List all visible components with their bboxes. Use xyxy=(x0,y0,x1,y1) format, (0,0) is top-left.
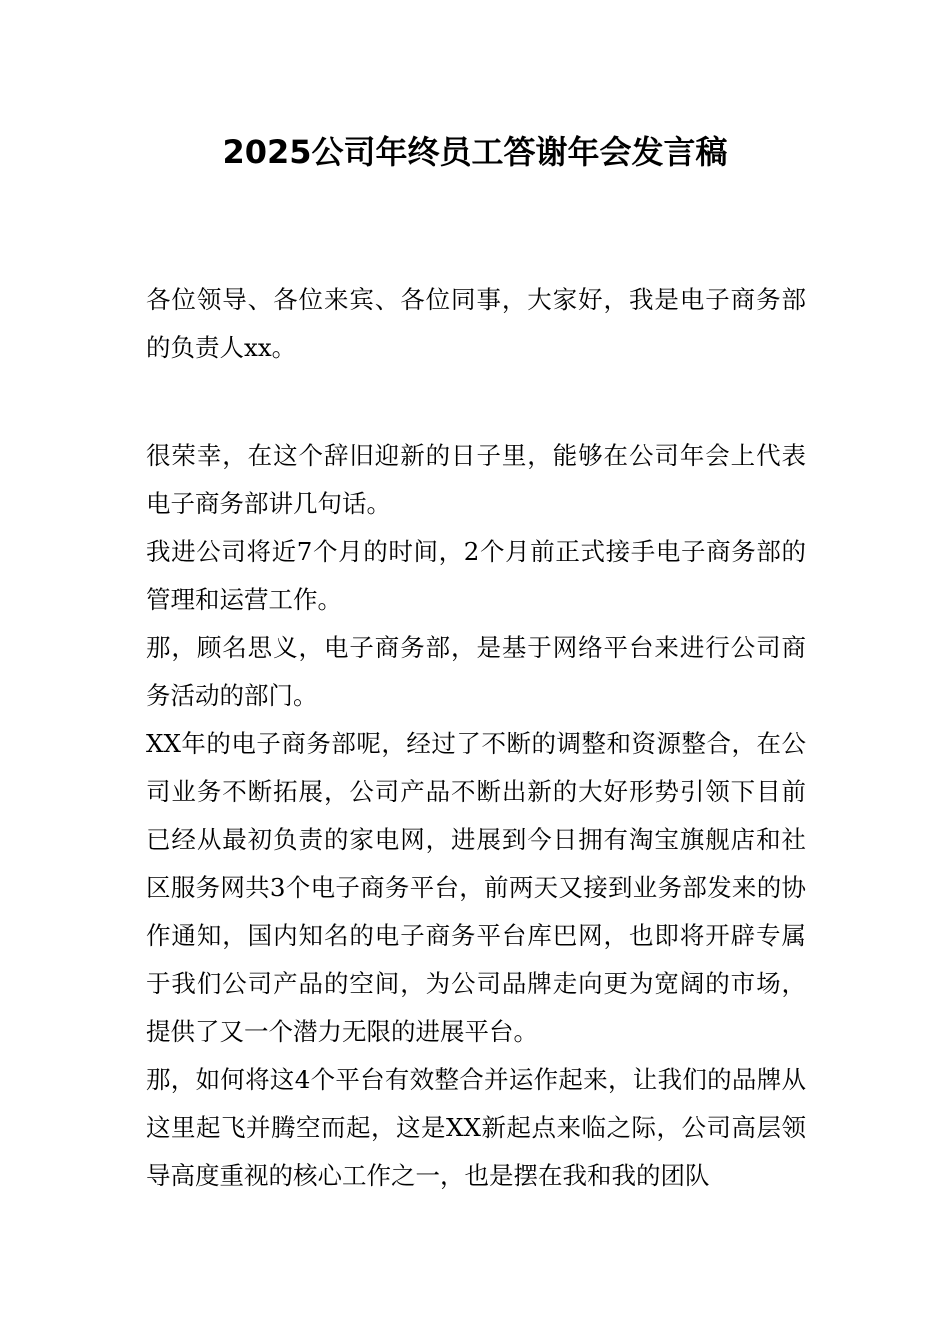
document-title: 2025公司年终员工答谢年会发言稿 xyxy=(222,133,728,171)
paragraph-progress: XX年的电子商务部呢，经过了不断的调整和资源整合，在公司业务不断拓展，公司产品不断出新的大好形势引领下目前已经从最初负责的家电网，进展到今日拥有淘宝旗舰店和社区服务网共3个电子商务平台，前两天又接到业务部发来的协作通知，国内知名的电子商务平台库巴网，也即将开辟专属于我们公司产品的空间，为公司品牌走向更为宽阔的市场，提供了又一个潜力无限的进展平台。 xyxy=(146,729,806,1046)
paragraph-definition: 那，顾名思义，电子商务部，是基于网络平台来进行公司商务活动的部门。 xyxy=(146,633,806,710)
paragraph-gap xyxy=(146,372,806,432)
paragraph-greeting: 各位领导、各位来宾、各位同事，大家好，我是电子商务部的负责人xx。 xyxy=(146,285,806,362)
paragraph-integration: 那，如何将这4个平台有效整合并运作起来，让我们的品牌从这里起飞并腾空而起，这是XX新起点来临之际，公司高层领导高度重视的核心工作之一，也是摆在我和我的团队 xyxy=(146,1065,806,1190)
paragraph-honor: 很荣幸，在这个辞旧迎新的日子里，能够在公司年会上代表电子商务部讲几句话。 xyxy=(146,441,806,518)
document-body xyxy=(146,276,806,1200)
paragraph-tenure: 我进公司将近7个月的时间，2个月前正式接手电子商务部的管理和运营工作。 xyxy=(146,537,806,614)
